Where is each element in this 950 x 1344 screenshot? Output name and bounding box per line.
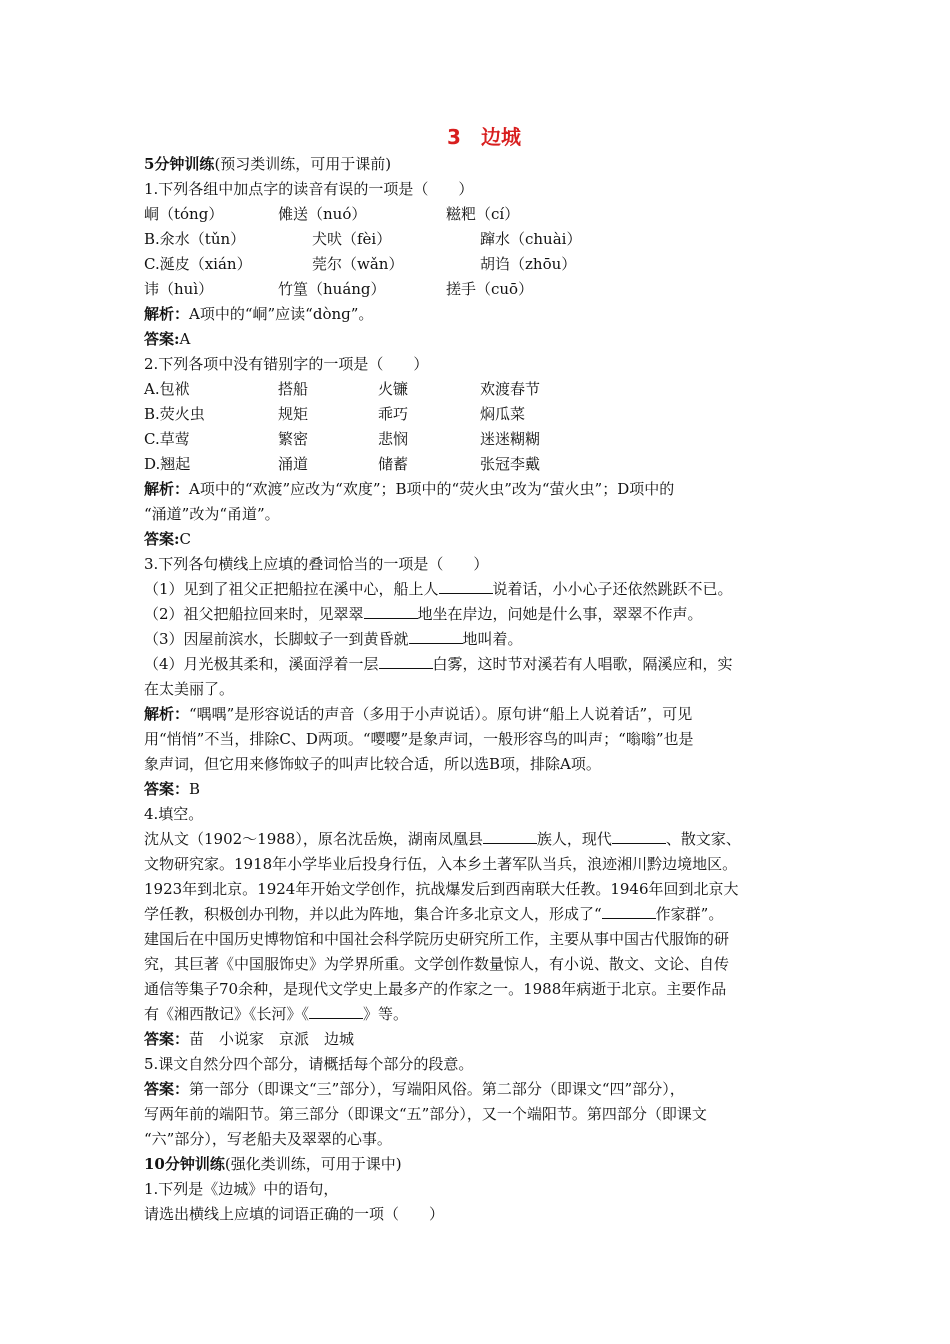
fill-blank [612, 829, 666, 844]
fill-blank [409, 629, 463, 644]
fill-blank [602, 904, 656, 919]
q4-paragraph-line: 学任教，积极创办刊物，并以此为阵地，集合许多北京文人，形成了“ 作家群”。 [144, 905, 724, 923]
q4-paragraph-line: 通信等集子70余种，是现代文学史上最多产的作家之一。1988年病逝于北京。主要作品 [144, 980, 727, 998]
q1-item: 蹿水（chuài） [480, 230, 582, 248]
fill-blank [309, 1004, 363, 1019]
q4-paragraph-line: 沈从文（1902～1988），原名沈岳焕，湖南凤凰县 族人，现代 、散文家、 [144, 830, 741, 848]
q3-sentence-4: （4）月光极其柔和，溪面浮着一层 白雾，这时节对溪若有人唱歌，隔溪应和，实 [144, 655, 733, 673]
q2-item: 悲悯 [378, 430, 409, 448]
q5-answer: 答案：第一部分（即课文“三”部分），写端阳风俗。第二部分（即课文“四”部分）， [144, 1080, 685, 1098]
question-6-stem-cont: 请选出横线上应填的词语正确的一项（ ） [144, 1205, 445, 1223]
q2-item: 繁密 [278, 430, 309, 448]
q2-item: D.翘起 [144, 455, 191, 473]
q1-analysis: 解析：A项中的“峒”应读“dònɡ”。 [144, 305, 374, 323]
q3-analysis: 解析：“喁喁”是形容说话的声音（多用于小声说话）。原句讲“船上人说着话”，可见 [144, 705, 693, 723]
question-4-stem: 4.填空。 [144, 805, 204, 823]
q1-item: 胡诌（zhōu） [480, 255, 577, 273]
q3-answer: 答案：B [144, 780, 201, 798]
q1-answer: 答案:A [144, 330, 191, 348]
q3-sentence-3: （3）因屋前滨水，长脚蚊子一到黄昏就 地叫着。 [144, 630, 523, 648]
q1-option-row [144, 277, 824, 302]
q3-sentence-1: （1）见到了祖父正把船拉在溪中心，船上人 说着话，小小心子还依然跳跃不已。 [144, 580, 733, 598]
q1-item: 犬吠（fèi） [312, 230, 392, 248]
q2-item: 规矩 [278, 405, 309, 423]
q1-item: C.涎皮（xián） [144, 255, 252, 273]
lesson-title: 3 边城 [447, 125, 521, 149]
q1-option-row [144, 252, 824, 277]
q2-option-row [144, 452, 824, 477]
q2-item: C.草莺 [144, 430, 190, 448]
q1-item: 讳（huì） [144, 280, 214, 298]
question-2-stem: 2.下列各项中没有错别字的一项是（ ） [144, 355, 429, 373]
document-body [144, 152, 824, 1227]
fill-blank [379, 654, 433, 669]
q4-paragraph-line: 1923年到北京。1924年开始文学创作，抗战爆发后到西南联大任教。1946年回到北京大 [144, 880, 739, 898]
q3-analysis-cont: 用“悄悄”不当，排除C、D两项。“嘤嘤”是象声词，一般形容鸟的叫声；“嗡嗡”也是 [144, 730, 694, 748]
q4-paragraph-line: 文物研究家。1918年小学毕业后投身行伍，入本乡土著军队当兵，浪迹湘川黔边境地区。 [144, 855, 738, 873]
q2-item: 涌道 [278, 455, 309, 473]
fill-blank [364, 604, 418, 619]
q2-analysis: 解析：A项中的“欢渡”应改为“欢度”；B项中的“荧火虫”改为“萤火虫”；D项中的 [144, 480, 675, 498]
q2-answer: 答案:C [144, 530, 192, 548]
q1-item: 莞尔（wǎn） [312, 255, 404, 273]
q3-sentence-4-cont: 在太美丽了。 [144, 680, 235, 698]
question-3-stem: 3.下列各句横线上应填的叠词恰当的一项是（ ） [144, 555, 489, 573]
q2-item: 搭船 [278, 380, 309, 398]
fill-blank [439, 579, 493, 594]
q4-answer: 答案：苗 小说家 京派 边城 [144, 1030, 355, 1048]
q1-item: B.氽水（tǔn） [144, 230, 246, 248]
section-heading: 5分钟训练(预习类训练，可用于课前) [144, 155, 392, 173]
q2-item: 储蓄 [378, 455, 409, 473]
q4-paragraph-line: 建国后在中国历史博物馆和中国社会科学院历史研究所工作，主要从事中国古代服饰的研 [144, 930, 730, 948]
q1-item: 峒（tóng） [144, 205, 224, 223]
q2-option-row [144, 402, 824, 427]
q4-paragraph-line: 究，其巨著《中国服饰史》为学界所重。文学创作数量惊人，有小说、散文、文论、自传 [144, 955, 730, 973]
q2-item: B.荧火虫 [144, 405, 205, 423]
q1-item: 搓手（cuō） [446, 280, 534, 298]
q1-option-row [144, 202, 824, 227]
q2-item: 乖巧 [378, 405, 409, 423]
question-6-stem: 1.下列是《边城》中的语句， [144, 1180, 339, 1198]
q2-item: 欢渡春节 [480, 380, 541, 398]
q4-paragraph-line: 有《湘西散记》《长河》《 》等。 [144, 1005, 409, 1023]
q3-analysis-cont: 象声词，但它用来修饰蚊子的叫声比较合适，所以选B项，排除A项。 [144, 755, 601, 773]
q2-option-row [144, 377, 824, 402]
q5-answer-cont: 写两年前的端阳节。第三部分（即课文“五”部分），又一个端阳节。第四部分（即课文 [144, 1105, 707, 1123]
q2-item: A.包袱 [144, 380, 190, 398]
q2-item: 迷迷糊糊 [480, 430, 541, 448]
q2-item: 张冠李戴 [480, 455, 541, 473]
q5-answer-cont: “六”部分），写老船夫及翠翠的心事。 [144, 1130, 392, 1148]
q2-analysis-cont: “涌道”改为“甬道”。 [144, 505, 280, 523]
question-1-stem: 1.下列各组中加点字的读音有误的一项是（ ） [144, 180, 474, 198]
fill-blank [483, 829, 537, 844]
q2-item: 火镰 [378, 380, 409, 398]
q1-item: 糍粑（cí） [446, 205, 520, 223]
q3-sentence-2: （2）祖父把船拉回来时，见翠翠 地坐在岸边，问她是什么事，翠翠不作声。 [144, 605, 703, 623]
q1-item: 傩送（nuó） [278, 205, 367, 223]
question-5-stem: 5.课文自然分四个部分，请概括每个部分的段意。 [144, 1055, 474, 1073]
q2-option-row [144, 427, 824, 452]
q2-item: 焖瓜菜 [480, 405, 526, 423]
q1-option-row [144, 227, 824, 252]
section-heading: 10分钟训练(强化类训练，可用于课中) [144, 1155, 402, 1173]
q1-item: 竹篁（huáng） [278, 280, 386, 298]
